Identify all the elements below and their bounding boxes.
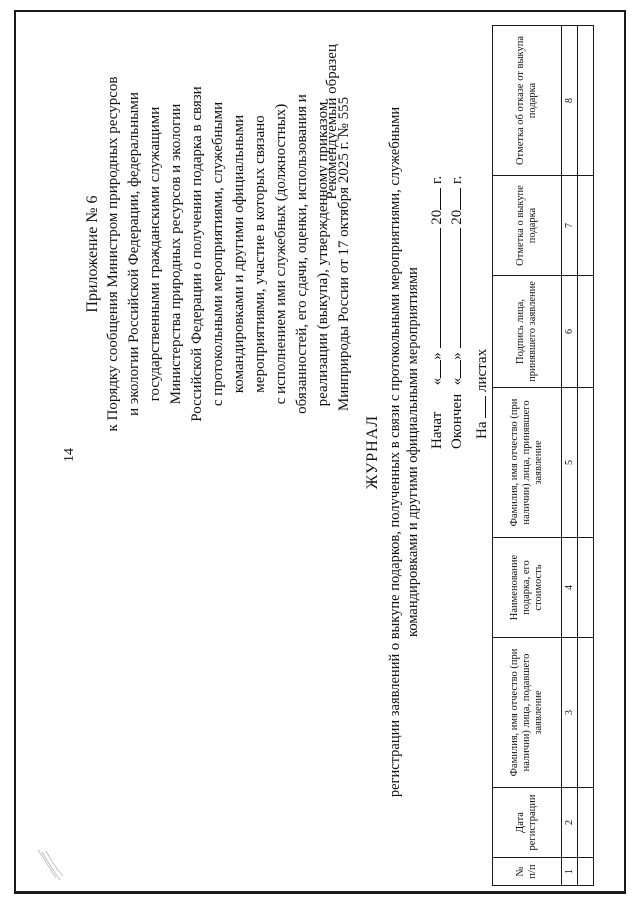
column-number: 3 bbox=[562, 638, 578, 788]
journal-table bbox=[492, 25, 594, 886]
appendix-line: командировками и другими официальными bbox=[231, 114, 247, 394]
appendix-line: Минприроды России от 17 октября 2025 г. № 555 bbox=[336, 96, 352, 412]
year-prefix: 20 bbox=[449, 209, 465, 225]
column-header: № п/п bbox=[493, 858, 562, 886]
sheets-prefix: На bbox=[474, 421, 490, 439]
column-number: 8 bbox=[562, 26, 578, 176]
table-cell bbox=[578, 26, 594, 176]
year-suffix: г. bbox=[449, 175, 465, 184]
table-row bbox=[578, 26, 594, 886]
table-cell bbox=[578, 176, 594, 276]
column-number: 7 bbox=[562, 176, 578, 276]
table-cell bbox=[578, 276, 594, 388]
sheets-suffix: листах bbox=[474, 348, 490, 392]
column-number-row bbox=[562, 26, 578, 886]
appendix-line: государственными гражданскими служащими bbox=[147, 106, 163, 402]
ended-date-row bbox=[446, 176, 466, 449]
appendix-line: с исполнением ими служебных (должностных) bbox=[273, 103, 289, 405]
column-number: 6 bbox=[562, 276, 578, 388]
column-header: Отметка об отказе от выкупа подарка bbox=[493, 26, 562, 176]
month-blank bbox=[426, 229, 441, 349]
column-number: 4 bbox=[562, 538, 578, 638]
column-header: Отметка о выкупе подарка bbox=[493, 176, 562, 276]
appendix-header bbox=[82, 44, 355, 464]
table-cell bbox=[578, 388, 594, 538]
journal-title: ЖУРНАЛ bbox=[364, 414, 381, 490]
ended-label: Окончен bbox=[449, 393, 465, 449]
pencil-mark-icon bbox=[36, 848, 66, 882]
column-header: Наименование подарка, его стоимость bbox=[493, 538, 562, 638]
table-header-row bbox=[493, 26, 562, 886]
appendix-line: Российской Федерации о получении подарка в связи bbox=[189, 86, 205, 422]
started-date-row bbox=[426, 176, 446, 449]
column-header: Дата регистрации bbox=[493, 788, 562, 858]
year-prefix: 20 bbox=[429, 209, 445, 225]
sheets-blank bbox=[471, 396, 486, 418]
appendix-line: мероприятиями, участие в которых связано bbox=[252, 115, 268, 393]
appendix-line: с протокольными мероприятиями, служебными bbox=[210, 101, 226, 407]
year-blank bbox=[426, 188, 441, 210]
appendix-line: Министерства природных ресурсов и экологии bbox=[168, 103, 184, 405]
quote-close: » bbox=[449, 352, 465, 360]
appendix-line: реализации (выкупа), утвержденному приказом bbox=[315, 101, 331, 407]
column-header: Фамилия, имя отчество (при наличии) лица, подавшего заявление bbox=[493, 638, 562, 788]
column-number: 2 bbox=[562, 788, 578, 858]
column-header: Фамилия, имя отчество (при наличии) лица, принявшего заявление bbox=[493, 388, 562, 538]
quote-close: » bbox=[429, 352, 445, 360]
document-sheet bbox=[14, 10, 626, 894]
page-number: 14 bbox=[62, 448, 77, 462]
year-suffix: г. bbox=[429, 175, 445, 184]
column-number: 5 bbox=[562, 388, 578, 538]
journal-subtitle-line: регистрации заявлений о выкупе подарков, полученных в связи с протокольными мероприятиями, служебными bbox=[387, 106, 403, 798]
journal-subtitle-line: командировками и другими официальными мероприятиями bbox=[405, 267, 421, 637]
appendix-line: и экологии Российской Федерации, федеральными bbox=[126, 92, 142, 416]
column-number: 1 bbox=[562, 858, 578, 886]
day-blank bbox=[426, 360, 441, 378]
quote-open: « bbox=[449, 377, 465, 386]
appendix-number: Приложение № 6 bbox=[84, 195, 101, 313]
started-label: Начат bbox=[429, 411, 445, 449]
quote-open: « bbox=[429, 377, 445, 386]
day-blank bbox=[446, 360, 461, 378]
sample-label: Рекомендуемый образец bbox=[324, 44, 340, 200]
table-cell bbox=[578, 788, 594, 858]
appendix-line: к Порядку сообщения Министром природных ресурсов bbox=[105, 76, 121, 432]
table-cell bbox=[578, 538, 594, 638]
month-blank bbox=[446, 229, 461, 349]
appendix-line: обязанностей, его сдачи, оценки, использования и bbox=[294, 94, 310, 414]
journal-subtitle bbox=[386, 50, 422, 854]
journal-dates bbox=[426, 176, 466, 449]
column-header: Подпись лица, принявшего заявление bbox=[493, 276, 562, 388]
year-blank bbox=[446, 188, 461, 210]
table-cell bbox=[578, 638, 594, 788]
table-cell bbox=[578, 858, 594, 886]
sheets-count bbox=[471, 349, 491, 439]
